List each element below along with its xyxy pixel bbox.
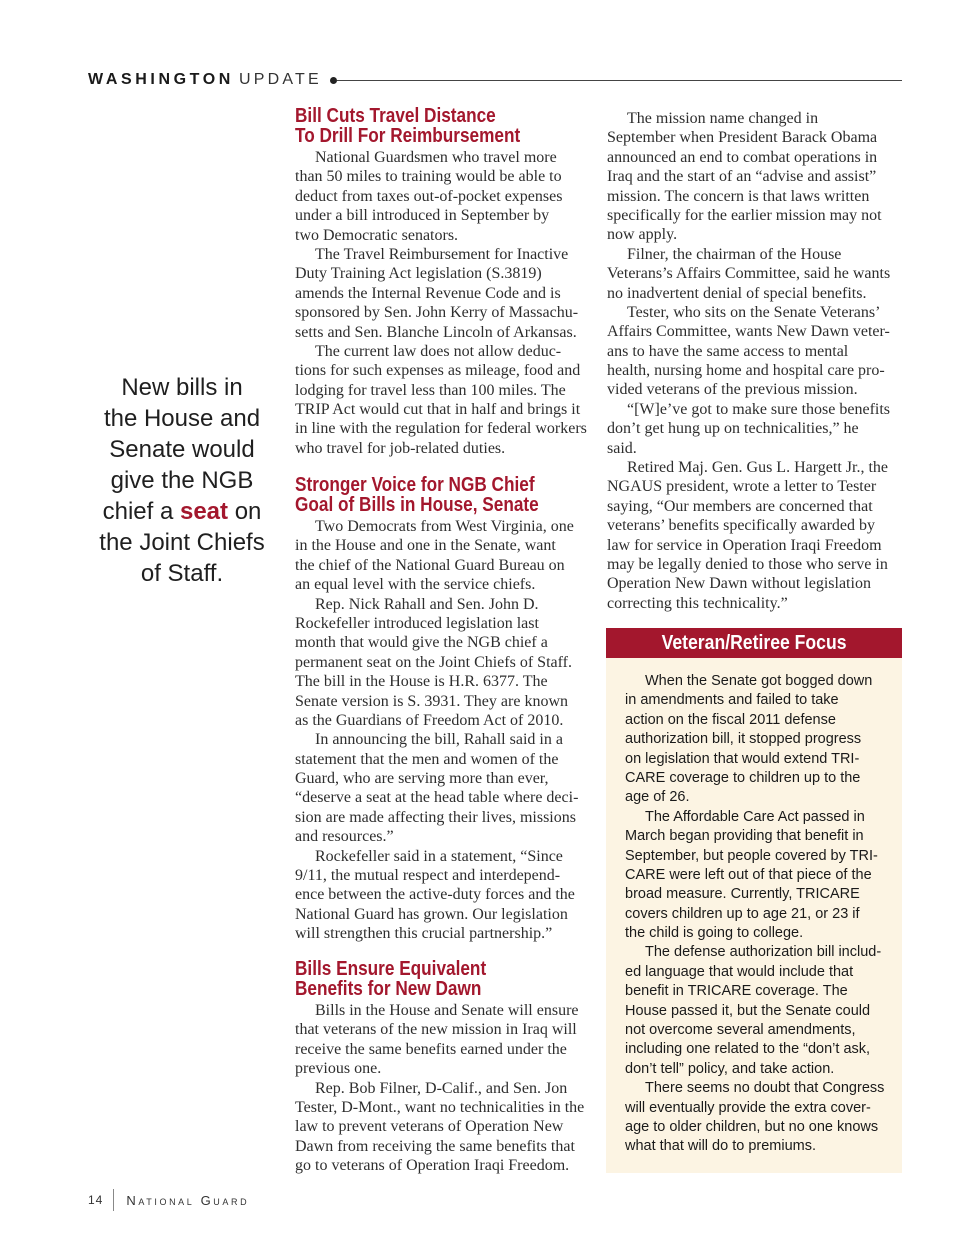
- headline-line: Goal of Bills in House, Senate: [295, 493, 539, 516]
- text-line: two Democratic senators.: [295, 226, 459, 244]
- text-line: Tester, D-Mont., want no technicalities in the: [295, 1098, 585, 1116]
- text-line: Affairs Committee, wants New Dawn veter-: [607, 323, 890, 341]
- paragraph: [295, 517, 600, 595]
- text-line: as the Guardians of Freedom Act of 2010.: [295, 711, 564, 729]
- text-line: The Travel Reimbursement for Inactive: [315, 245, 569, 263]
- text-line: Filner, the chairman of the House: [627, 245, 842, 263]
- text-line: in amendments and failed to take: [625, 692, 839, 709]
- text-line: September, but people covered by TRI-: [625, 847, 878, 864]
- text-line: no inadvertent denial of special benefits.: [607, 284, 867, 302]
- text-line: in line with the regulation for federal workers: [295, 420, 587, 438]
- pull-quote-line: give the NGB: [110, 467, 254, 494]
- text-line: than 50 miles to training would be able to: [295, 168, 562, 186]
- text-line: Iraq and the start of an “advise and assist”: [607, 168, 877, 186]
- sidebar-title: Veteran/Retiree Focus: [661, 632, 847, 654]
- text-line: month that would give the NGB chief a: [295, 634, 548, 652]
- text-line: benefit in TRICARE coverage. The: [625, 983, 848, 1000]
- sidebar-box: [606, 658, 902, 1173]
- text-line: now apply.: [607, 226, 678, 244]
- pull-quote: [62, 372, 302, 589]
- article-headline: [295, 960, 615, 999]
- paragraph: [625, 808, 902, 944]
- text-line: health, nursing home and hospital care pro-: [607, 362, 885, 380]
- text-line: including one related to the “don’t ask,: [625, 1041, 871, 1058]
- text-line: March began providing that benefit in: [625, 828, 864, 845]
- text-line: lodging for travel less than 100 miles. The: [295, 381, 566, 399]
- paragraph: [607, 458, 907, 613]
- text-line: go to veterans of Operation Iraqi Freedom.: [295, 1157, 570, 1175]
- text-line: deduct from taxes out-of-pocket expenses: [295, 187, 563, 205]
- text-line: the chief of the National Guard Bureau on: [295, 556, 565, 574]
- text-line: ed language that would include that: [625, 963, 854, 980]
- text-line: on legislation that would extend TRI-: [625, 750, 860, 767]
- text-line: age to older children, but no one knows: [625, 1118, 879, 1135]
- text-line: tions for such expenses as mileage, food and: [295, 362, 581, 380]
- text-line: covers children up to age 21, or 23 if: [625, 905, 860, 922]
- text-line: Dawn from receiving the same benefits that: [295, 1137, 575, 1155]
- pull-quote-line: the Joint Chiefs: [99, 529, 265, 556]
- text-line: CARE were left out of that piece of the: [625, 866, 872, 883]
- page-number: 14: [88, 1193, 104, 1207]
- headline-line: To Drill For Reimbursement: [295, 124, 521, 147]
- text-line: not overcome several amendments,: [625, 1022, 856, 1039]
- article-headline: [295, 476, 615, 515]
- text-line: “[W]e’ve got to make sure those benefits: [627, 400, 891, 418]
- text-line: age of 26.: [625, 789, 690, 806]
- text-line: law to prevent veterans of Operation New: [295, 1118, 564, 1136]
- text-line: correcting this technicality.”: [607, 594, 788, 612]
- header-rule: [337, 80, 902, 81]
- text-line: Guard, who are serving more than ever,: [295, 770, 549, 788]
- text-line: Operation New Dawn without legislation: [607, 575, 871, 593]
- bullet-icon: [330, 77, 337, 84]
- text-line: saying, “Our members are concerned that: [607, 497, 873, 515]
- text-line: announced an end to combat operations in: [607, 148, 878, 166]
- text-line: that veterans of the new mission in Iraq will: [295, 1021, 577, 1039]
- text-line: Tester, who sits on the Senate Veterans’: [627, 303, 881, 321]
- text-line: will eventually provide the extra cover-: [625, 1099, 871, 1116]
- text-line: said.: [607, 439, 637, 457]
- text-line: ans to have the same access to mental: [607, 342, 849, 360]
- text-line: Rep. Nick Rahall and Sen. John D.: [315, 595, 539, 613]
- text-line: vided veterans of the previous mission.: [607, 381, 858, 399]
- text-line: House passed it, but the Senate could: [625, 1002, 871, 1019]
- text-line: There seems no doubt that Congress: [645, 1080, 885, 1097]
- text-line: permanent seat on the Joint Chiefs of Staff.: [295, 653, 572, 671]
- text-line: Rep. Bob Filner, D-Calif., and Sen. Jon: [315, 1079, 568, 1097]
- text-line: authorization bill, it stopped progress: [625, 731, 862, 748]
- pull-quote-line: New bills in: [121, 374, 243, 401]
- text-line: statement that the men and women of the: [295, 750, 559, 768]
- paragraph: [295, 595, 600, 731]
- pull-quote-line: [62, 496, 302, 527]
- article-body: [295, 148, 600, 458]
- paragraph: [625, 943, 902, 1079]
- page-footer: [88, 1189, 249, 1211]
- text-line: “deserve a seat at the head table where deci-: [295, 789, 579, 807]
- paragraph: [295, 847, 600, 944]
- article-body: [295, 517, 600, 944]
- text-line: The mission name changed in: [627, 110, 819, 127]
- section-header: [88, 70, 902, 90]
- publication-name: National Guard: [126, 1192, 250, 1208]
- paragraph: [295, 1001, 600, 1079]
- text-line: ence between the active-duty forces and the: [295, 886, 575, 904]
- text-line: When the Senate got bogged down: [645, 673, 873, 689]
- headline-line: Stronger Voice for NGB Chief: [295, 474, 535, 496]
- text-line: receive the same benefits earned under the: [295, 1040, 567, 1058]
- paragraph: [607, 400, 907, 458]
- paragraph: [625, 672, 902, 808]
- text-line: Rockefeller said in a statement, “Since: [315, 847, 563, 865]
- text-line: mission. The concern is that laws written: [607, 187, 870, 205]
- paragraph: [295, 148, 600, 245]
- text-line: will strengthen this crucial partnership.”: [295, 925, 553, 943]
- paragraph: [295, 245, 600, 342]
- pull-quote-text: chief a: [102, 498, 174, 525]
- text-line: broad measure. Currently, TRICARE: [625, 886, 860, 903]
- text-line: Retired Maj. Gen. Gus L. Hargett Jr., the: [627, 459, 888, 477]
- paragraph: [625, 1079, 902, 1157]
- text-line: law for service in Operation Iraqi Freedom: [607, 536, 882, 554]
- text-line: specifically for the earlier mission may not: [607, 206, 882, 224]
- text-line: Veterans’s Affairs Committee, said he wants: [607, 265, 891, 283]
- paragraph: [607, 109, 907, 245]
- text-line: previous one.: [295, 1060, 382, 1078]
- text-line: what that will do to premiums.: [625, 1138, 816, 1155]
- text-line: The bill in the House is H.R. 6377. The: [295, 673, 548, 691]
- text-line: September when President Barack Obama: [607, 129, 878, 147]
- paragraph: [295, 1079, 600, 1176]
- text-line: may be legally denied to those who serve in: [607, 555, 888, 573]
- headline-line: Bill Cuts Travel Distance: [295, 105, 496, 127]
- article-headline: [295, 107, 615, 146]
- text-line: 9/11, the mutual respect and interdepend-: [295, 867, 561, 885]
- text-line: don’t get hung up on technicalities,” he: [607, 420, 859, 438]
- text-line: amends the Internal Revenue Code and is: [295, 284, 561, 302]
- paragraph: [295, 730, 600, 846]
- paragraph: [295, 342, 600, 458]
- text-line: National Guard has grown. Our legislation: [295, 905, 568, 923]
- article-body-continued: [607, 109, 907, 613]
- text-line: Duty Training Act legislation (S.3819): [295, 265, 542, 283]
- text-line: sion are made affecting their lives, missions: [295, 808, 576, 826]
- footer-divider: [113, 1189, 114, 1211]
- text-line: Rockefeller introduced legislation last: [295, 614, 539, 632]
- pull-quote-text: on: [234, 498, 262, 525]
- text-line: the child is going to college.: [625, 925, 804, 942]
- text-line: Two Democrats from West Virginia, one: [315, 518, 574, 535]
- sidebar-title-banner: [606, 628, 902, 658]
- text-line: Senate version is S. 3931. They are known: [295, 692, 568, 710]
- article-body: [295, 1001, 600, 1176]
- text-line: veterans’ benefits specifically awarded by: [607, 517, 876, 535]
- text-line: Bills in the House and Senate will ensure: [315, 1002, 579, 1019]
- text-line: CARE coverage to children up to the: [625, 769, 861, 786]
- text-line: and resources.”: [295, 828, 394, 846]
- text-line: sponsored by Sen. John Kerry of Massachu-: [295, 304, 579, 322]
- text-line: don’t tell” policy, and take action.: [625, 1060, 835, 1077]
- text-line: The defense authorization bill includ-: [645, 944, 882, 961]
- text-line: an equal level with the service chiefs.: [295, 576, 536, 594]
- text-line: In announcing the bill, Rahall said in a: [315, 731, 563, 749]
- paragraph: [607, 303, 907, 400]
- text-line: TRIP Act would cut that in half and brings it: [295, 401, 581, 419]
- text-line: who travel for job-related duties.: [295, 439, 506, 457]
- text-line: The Affordable Care Act passed in: [645, 808, 865, 825]
- text-line: in the House and one in the Senate, want: [295, 537, 556, 555]
- paragraph: [607, 245, 907, 303]
- pull-quote-line: Senate would: [109, 436, 255, 463]
- text-line: The current law does not allow deduc-: [315, 342, 562, 360]
- text-line: action on the fiscal 2011 defense: [625, 711, 836, 728]
- text-line: setts and Sen. Blanche Lincoln of Arkansas.: [295, 323, 577, 341]
- section-title-bold: WASHINGTON: [88, 71, 234, 88]
- pull-quote-highlight: seat: [179, 498, 229, 525]
- section-title-light: UPDATE: [238, 71, 322, 88]
- headline-line: Bills Ensure Equivalent: [295, 958, 487, 980]
- text-line: NGAUS president, wrote a letter to Tester: [607, 478, 877, 496]
- pull-quote-line: the House and: [103, 405, 261, 432]
- headline-line: Benefits for New Dawn: [295, 977, 482, 1000]
- text-line: under a bill introduced in September by: [295, 207, 550, 225]
- text-line: National Guardsmen who travel more: [315, 149, 557, 166]
- pull-quote-line: of Staff.: [140, 560, 224, 587]
